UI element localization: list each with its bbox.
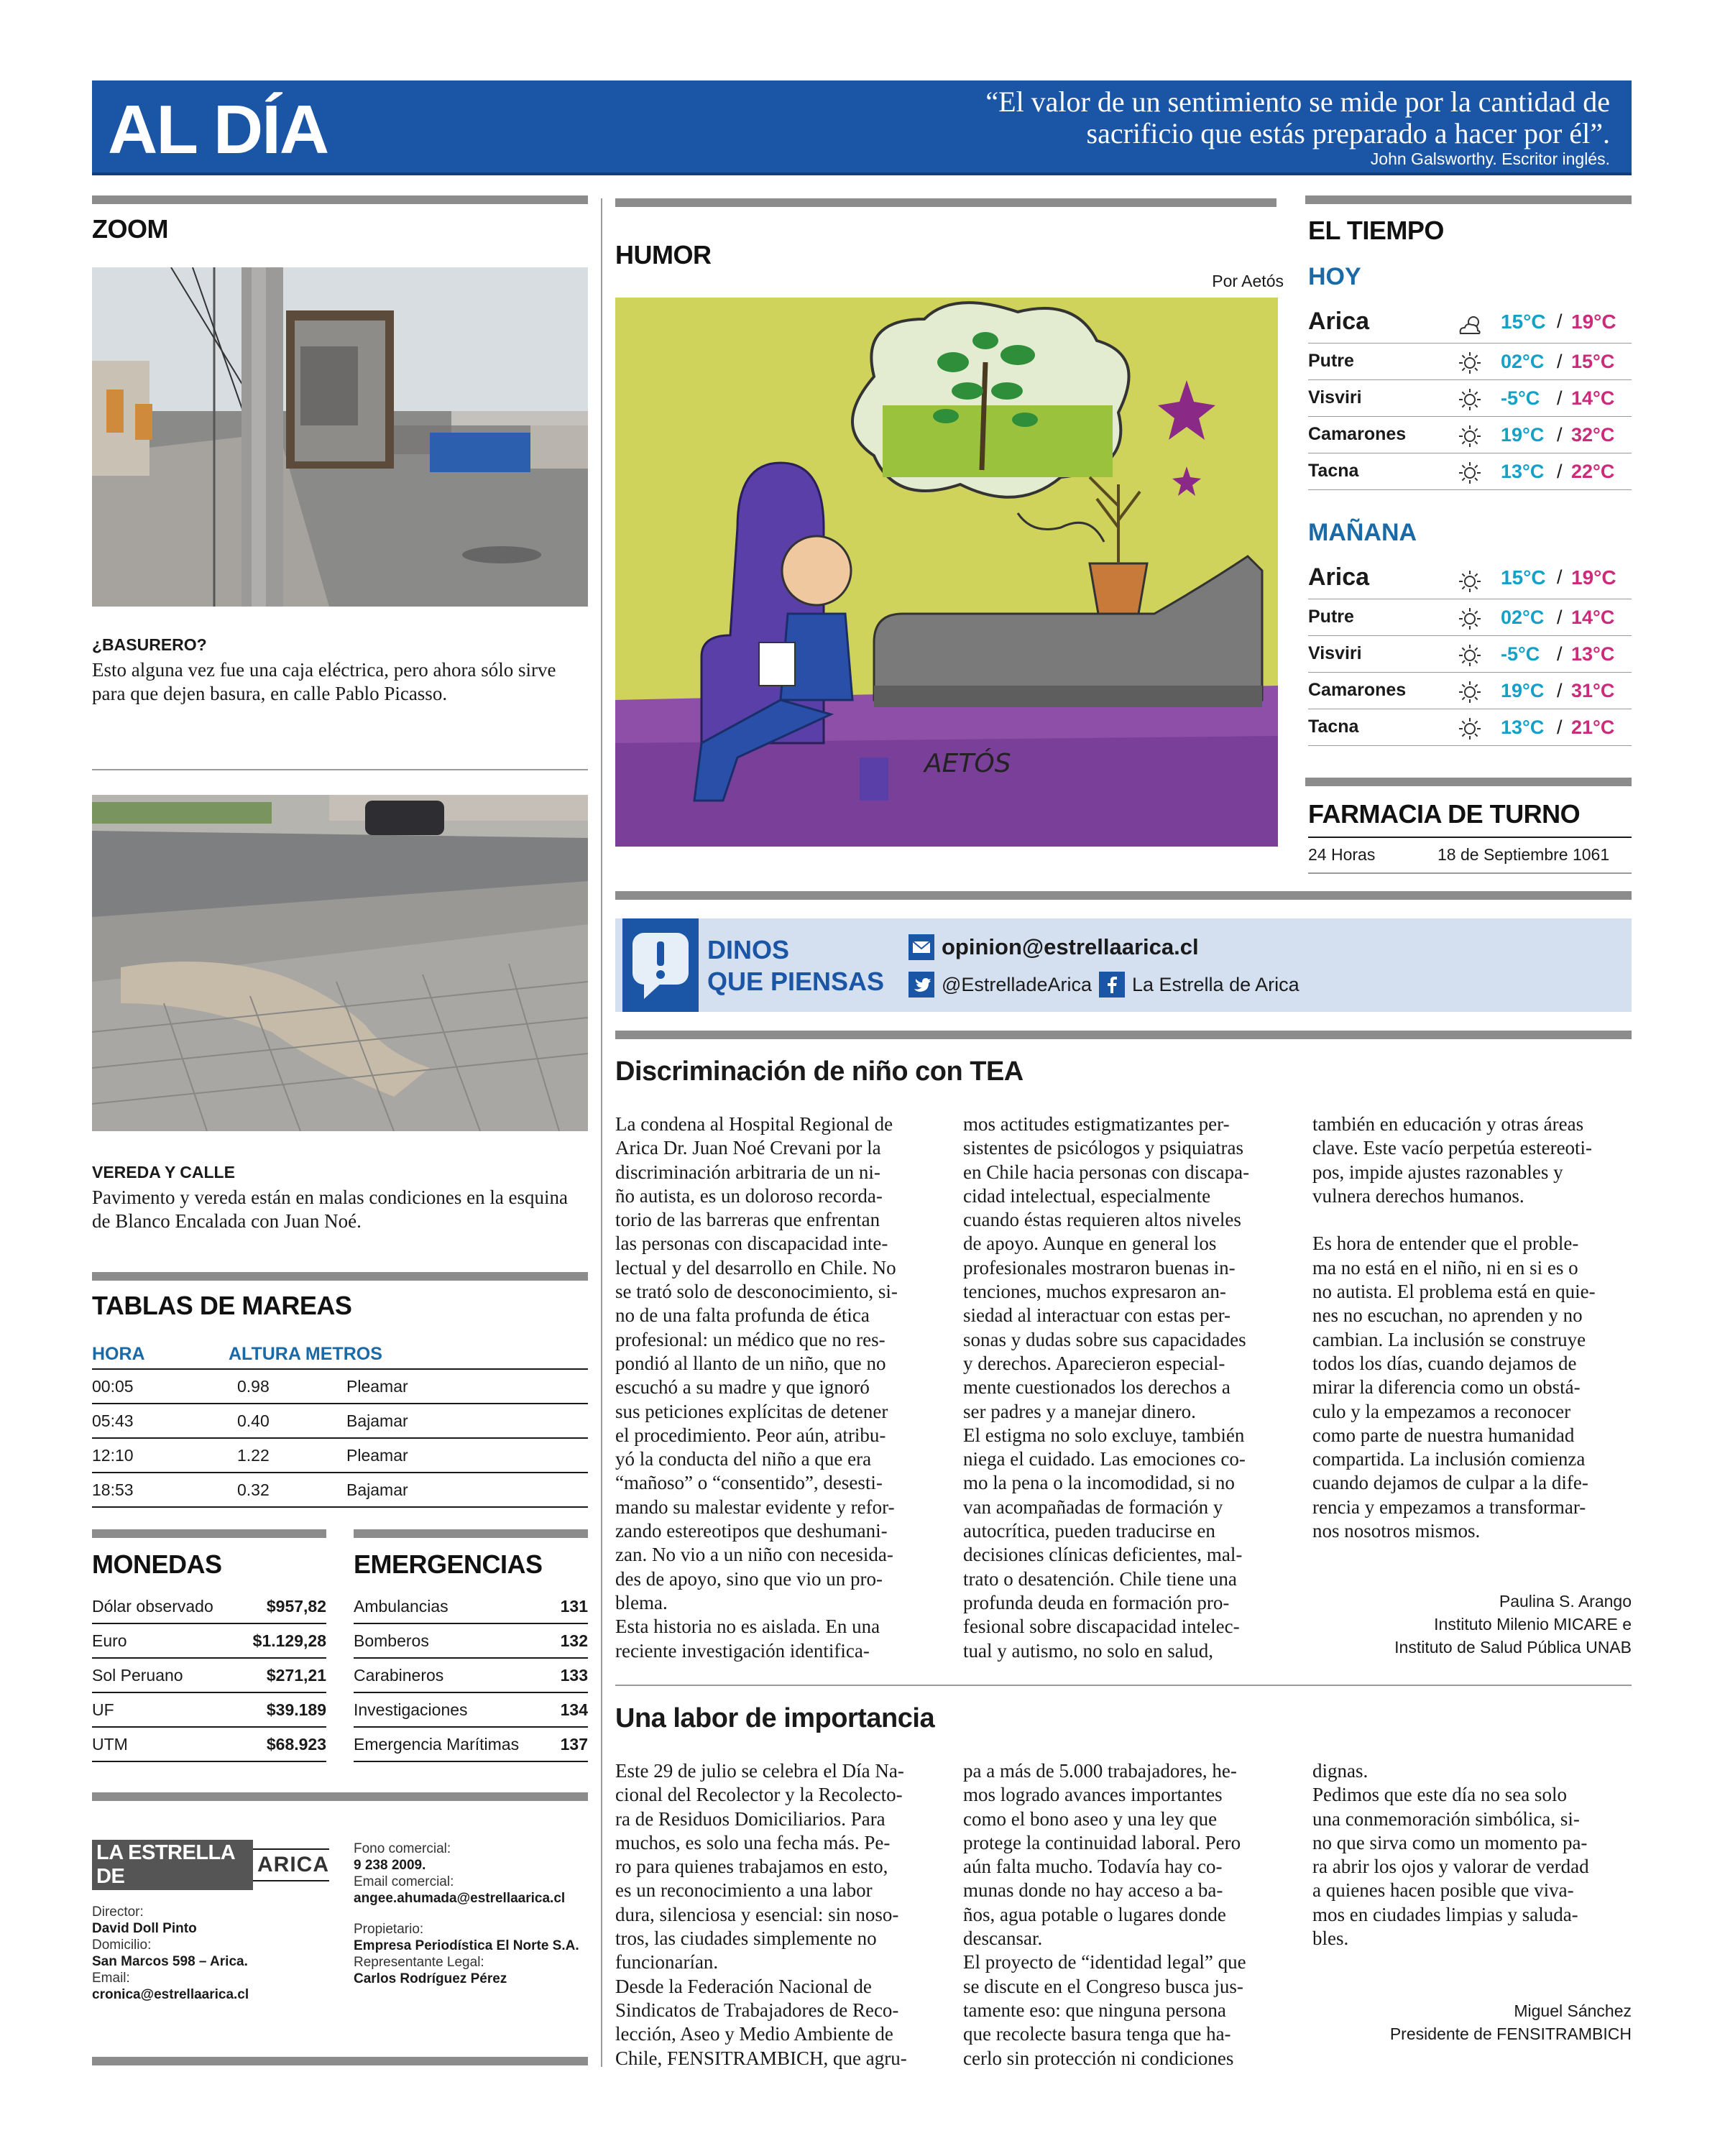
temp-min: 15°C <box>1501 566 1546 589</box>
director: David Doll Pinto <box>92 1921 197 1936</box>
envelope-icon <box>908 934 934 960</box>
currencies-table <box>92 1590 326 1769</box>
imprint-left <box>92 1904 329 2004</box>
emergency-name: Bomberos <box>354 1631 429 1650</box>
weather-city: Tacna <box>1308 717 1359 737</box>
contact-email-row[interactable] <box>908 934 1199 960</box>
weather-city: Tacna <box>1308 461 1359 481</box>
phone: 9 238 2009. <box>354 1858 426 1873</box>
temp-max: 32°C <box>1571 424 1615 446</box>
currency-name: Sol Peruano <box>92 1666 183 1685</box>
letter1-rule <box>615 1031 1632 1039</box>
legal-rep-label: Representante Legal: <box>354 1955 484 1970</box>
sun-icon <box>1456 386 1484 413</box>
emergency-name: Carabineros <box>354 1666 444 1685</box>
sun-icon <box>1456 568 1484 595</box>
weather-city: Arica <box>1308 563 1370 591</box>
sun-icon <box>1456 715 1484 742</box>
tide-type: Bajamar <box>346 1411 408 1430</box>
weather-tomorrow-label: MAÑANA <box>1308 519 1417 546</box>
pharmacy-hours: 24 Horas <box>1308 845 1376 864</box>
phone-label: Fono comercial: <box>354 1841 451 1856</box>
temp-separator: / <box>1557 424 1563 446</box>
photo2-caption-head: VEREDA Y CALLE <box>92 1163 235 1181</box>
letter2-affil-1: Presidente de FENSITRAMBICH <box>1389 2024 1632 2043</box>
temp-min: 13°C <box>1501 717 1545 738</box>
weather-row <box>1308 302 1632 344</box>
zoom-title: ZOOM <box>92 214 168 244</box>
weather-row <box>1308 417 1632 453</box>
contact-badge <box>622 918 699 1012</box>
currency-value: $68.923 <box>266 1735 326 1754</box>
letter2-col2: pa a más de 5.000 trabajadores, he- mos logrado avances importantes como el bono aseo y una ley que protege la continuidad laboral. Pero aún falta mucho. Todavía hay co- munas donde no hay acceso a ba- ños, agua potable o lugares donde descansar. El proyecto de “identidad legal” que se discute en el Congreso busca jus- tamente eso: que ninguna persona que recolecte basura tenga que ha- cerlo sin protección ni condiciones <box>963 1760 1246 2069</box>
tide-hour: 18:53 <box>92 1480 134 1499</box>
letter1-affil-2: Instituto de Salud Pública UNAB <box>1394 1638 1632 1657</box>
logo-text-b: ARICA <box>257 1853 329 1876</box>
temp-max: 21°C <box>1571 717 1615 738</box>
tide-hour: 00:05 <box>92 1377 134 1396</box>
emergency-row <box>354 1693 588 1728</box>
letter2-signature <box>1272 1999 1632 2045</box>
letter1-col1: La condena al Hospital Regional de Arica Dr. Juan Noé Crevani por la discriminación arbitraria de un ni- ño autista, es un doloroso recorda- torio de las barreras que enfrentan las personas con discapacidad inte- lectual y del desarrollo en Chile. No se trató solo de desconocimiento, si- no de una falta profunda de ética profesional: un médico que no res- pondió al llanto de un niño, que no escuchó a su madre y que ignoró sus peticiones explícitas de detener el procedimiento. Peor aún, atribu- yó la conducta del niño a que era “mañoso” o “consentido”, desesti- mando su malestar evidente y refor- zando estereotipos que deshumani- zan. No vio a un niño con necesida- des de apoyo, sino que vio un pro- blema. Esta historia no es aislada. En una reciente investigación identifica- <box>615 1113 898 1662</box>
weather-row <box>1308 380 1632 417</box>
quote-line-1: “El valor de un sentimiento se mide por la cantidad de <box>985 86 1610 118</box>
weather-tomorrow-list <box>1308 558 1634 795</box>
contact-band <box>615 918 1632 1012</box>
emergency-row <box>354 1728 588 1762</box>
letter1-affil-1: Instituto Milenio MICARE e <box>1434 1615 1632 1634</box>
contact-email: opinion@estrellaarica.cl <box>942 934 1199 959</box>
emergency-row <box>354 1590 588 1624</box>
header-quote <box>676 86 1610 149</box>
weather-city: Visviri <box>1308 387 1362 407</box>
pharmacy-rule <box>1305 778 1632 786</box>
contact-headline-line2: QUE PIENSAS <box>707 967 885 996</box>
letter1-col3: también en educación y otras áreas clave. Este vacío perpetúa estereoti- pos, impide ajustes razonables y vulnera derechos humanos. Es hora de entender que el proble- ma no está en el niño, ni en si es o no autista. El problema está en quie- nes no escuchan, no aprenden y no cambian. La inclusión se construye todos los días, cuando dejamos de mirar la diferencia como un obstá- culo y la empezamos a reconocer como parte de nuestra humanidad compartida. La inclusión comienza cuando dejamos de culpar a la dife- rencia y empezamos a transformar- nos nosotros mismos. <box>1312 1113 1596 1542</box>
temp-separator: / <box>1557 717 1563 738</box>
temp-max: 22°C <box>1571 461 1615 482</box>
temp-max: 14°C <box>1571 387 1615 409</box>
weather-row <box>1308 709 1632 746</box>
newspaper-logo <box>92 1841 329 1888</box>
emergency-row <box>354 1624 588 1659</box>
currency-name: Euro <box>92 1631 127 1650</box>
commercial-email-label: Email comercial: <box>354 1874 454 1889</box>
owner-label: Propietario: <box>354 1922 424 1937</box>
weather-today-list <box>1308 302 1634 539</box>
tides-header-row <box>92 1337 588 1370</box>
emergency-name: Investigaciones <box>354 1700 468 1719</box>
weather-rule <box>1305 195 1632 204</box>
tides-rule <box>92 1272 588 1281</box>
address-label: Domicilio: <box>92 1938 152 1953</box>
twitter-icon <box>908 972 934 998</box>
tide-row <box>92 1439 588 1473</box>
sun-icon <box>1456 642 1484 669</box>
weather-city: Arica <box>1308 308 1370 335</box>
temp-separator: / <box>1557 387 1563 409</box>
quote-author: John Galsworthy. Escritor inglés. <box>1370 149 1610 168</box>
emergency-name: Ambulancias <box>354 1597 448 1616</box>
column-divider <box>601 198 602 2067</box>
emergency-number: 134 <box>560 1700 588 1719</box>
facebook-icon <box>1099 972 1125 998</box>
letter2-col3: dignas. Pedimos que este día no sea solo una conmemoración simbólica, si- no que sirva como un momento pa- ra abrir los ojos y valorar de verdad a quienes hacen posible que viva- mos en ciudades limpias y saluda- bles. <box>1312 1760 1589 1950</box>
humor-credit: Por Aetós <box>1212 272 1284 290</box>
currencies-rule <box>92 1529 326 1538</box>
weather-today-label: HOY <box>1308 263 1361 290</box>
letter1-signature <box>1272 1590 1632 1659</box>
tide-type: Bajamar <box>346 1480 408 1499</box>
temp-max: 14°C <box>1571 607 1615 628</box>
contact-headline <box>707 934 884 998</box>
tide-type: Pleamar <box>346 1446 408 1465</box>
emergency-row <box>354 1659 588 1693</box>
currency-value: $1.129,28 <box>252 1631 326 1650</box>
imprint-bottom-rule <box>92 2057 588 2065</box>
photo1-caption-head: ¿BASURERO? <box>92 635 207 654</box>
humor-cartoon <box>615 298 1278 847</box>
tide-hour: 12:10 <box>92 1446 134 1465</box>
commercial-email[interactable]: angee.ahumada@estrellaarica.cl <box>354 1891 566 1906</box>
emergency-number: 132 <box>560 1631 588 1650</box>
emergency-name: Emergencia Marítimas <box>354 1735 520 1754</box>
tide-height: 1.22 <box>237 1446 270 1465</box>
tide-row <box>92 1404 588 1439</box>
letter2-col1: Este 29 de julio se celebra el Día Na- cional del Recolector y la Recolecto- ra de Residuos Domiciliarios. Para muchos, es solo una fecha más. Pe- ro para quienes trabajamos en esto, es un reconocimiento a una labor dura, silenciosa y esencial: sin noso- tros, las ciudades simplemente no funcionarían. Desde la Federación Nacional de Sindicatos de Trabajadores de Reco- lección, Aseo y Medio Ambiente de Chile, FENSITRAMBICH, que agru- <box>615 1760 907 2069</box>
temp-max: 15°C <box>1571 351 1615 372</box>
currency-name: UF <box>92 1700 114 1719</box>
tide-height: 0.32 <box>237 1480 270 1499</box>
photo2-caption: Pavimento y vereda están en malas condiciones en la esquina de Blanco Encalada con Juan Noé. <box>92 1187 569 1232</box>
weather-city: Putre <box>1308 351 1354 371</box>
tide-row <box>92 1370 588 1404</box>
temp-separator: / <box>1557 351 1563 372</box>
currency-row <box>92 1659 326 1693</box>
sun-icon <box>1456 678 1484 706</box>
photo-electrical-box <box>92 267 588 607</box>
legal-rep: Carlos Rodríguez Pérez <box>354 1971 507 1986</box>
letter1-title: Discriminación de niño con TEA <box>615 1056 1024 1087</box>
facebook-page[interactable]: La Estrella de Arica <box>1132 973 1300 995</box>
pharmacy-hr <box>1308 837 1632 838</box>
sun-icon <box>1456 423 1484 450</box>
emergencies-rule <box>354 1529 588 1538</box>
quote-line-2: sacrificio que estás preparado a hacer por él”. <box>1086 117 1610 149</box>
weather-row <box>1308 599 1632 636</box>
emergencies-table <box>354 1590 588 1769</box>
humor-rule <box>615 198 1276 207</box>
temp-min: -5°C <box>1501 387 1540 409</box>
temp-separator: / <box>1557 680 1563 701</box>
tide-row <box>92 1473 588 1508</box>
letter1-col2: mos actitudes estigmatizantes per- sistentes de psicólogos y psiquiatras en Chile hacia personas con discapa- cidad intelectual, especialmente cuando éstas requieren altos niveles de apoyo. Aunque en general los profesionales mostraron buenas in- tenciones, muchos expresaron an- siedad al interactuar con estas per- sonas y dudas sobre sus capacidades y derechos. Aparecieron especial- mente cuestionados los derechos a ser padres y a manejar dinero. El estigma no solo excluye, también niega el cuidado. Las emociones co- mo la pena o la incomodidad, si no van acompañadas de formación y autocrítica, pueden traducirse en decisiones clínicas deficientes, mal- trato o desatención. Chile tiene una profunda deuda en formación pro- fesional sobre discapacidad intelec- tual y autismo, no solo en salud, <box>963 1113 1250 1662</box>
temp-max: 19°C <box>1571 310 1616 333</box>
currency-name: UTM <box>92 1735 128 1754</box>
photo-electrical-box-image <box>92 267 588 607</box>
tide-height: 0.98 <box>237 1377 270 1396</box>
sun-icon <box>1456 459 1484 487</box>
photo1-caption: Esto alguna vez fue una caja eléctrica, pero ahora sólo sirve para que dejen basura, en calle Pablo Picasso. <box>92 659 556 704</box>
owner: Empresa Periodística El Norte S.A. <box>354 1938 579 1953</box>
temp-separator: / <box>1557 643 1563 665</box>
cartoon-image <box>615 298 1278 847</box>
temp-max: 31°C <box>1571 680 1615 701</box>
tides-table <box>92 1337 588 1516</box>
imprint-rule <box>92 1792 588 1801</box>
currency-row <box>92 1728 326 1762</box>
section-header-band <box>92 80 1632 175</box>
weather-row <box>1308 453 1632 490</box>
sun-icon <box>1456 605 1484 632</box>
sun-icon <box>1456 349 1484 377</box>
speech-bubble-icon <box>622 918 699 1012</box>
currencies-title: MONEDAS <box>92 1549 222 1579</box>
currency-name: Dólar observado <box>92 1597 213 1616</box>
tides-col-height: ALTURA METROS <box>229 1344 382 1364</box>
tides-col-hour: HORA <box>92 1344 145 1364</box>
contact-headline-line1: DINOS <box>707 935 790 964</box>
temp-min: 19°C <box>1501 424 1545 446</box>
currency-row <box>92 1624 326 1659</box>
temp-min: -5°C <box>1501 643 1540 665</box>
weather-city: Camarones <box>1308 424 1407 444</box>
temp-separator: / <box>1557 310 1563 332</box>
contact-rule <box>615 891 1632 900</box>
temp-separator: / <box>1557 461 1563 482</box>
currency-row <box>92 1693 326 1728</box>
currency-row <box>92 1590 326 1624</box>
weather-city: Putre <box>1308 607 1354 627</box>
partly-cloudy-icon <box>1456 312 1484 339</box>
temp-min: 13°C <box>1501 461 1545 482</box>
emergencies-title: EMERGENCIAS <box>354 1549 543 1579</box>
email-label: Email: <box>92 1971 130 1986</box>
temp-min: 19°C <box>1501 680 1545 701</box>
letter2-title: Una labor de importancia <box>615 1703 935 1733</box>
letter1-author: Paulina S. Arango <box>1499 1592 1632 1611</box>
emergency-number: 137 <box>560 1735 588 1754</box>
temp-min: 02°C <box>1501 607 1545 628</box>
temp-separator: / <box>1557 566 1563 588</box>
emergency-number: 133 <box>560 1666 588 1685</box>
photo-sidewalk <box>92 795 588 1131</box>
letter2-author: Miguel Sánchez <box>1514 2001 1632 2020</box>
pharmacy-address: 18 de Septiembre 1061 <box>1438 845 1610 864</box>
weather-city: Visviri <box>1308 643 1362 663</box>
zoom-rule <box>92 195 588 204</box>
photo-sidewalk-image <box>92 795 588 1131</box>
temp-min: 02°C <box>1501 351 1545 372</box>
twitter-handle[interactable]: @EstrelladeArica <box>942 973 1092 995</box>
currency-value: $957,82 <box>266 1597 326 1616</box>
cartoon-signature: AETÓS <box>924 749 1011 778</box>
temp-max: 19°C <box>1571 566 1616 589</box>
weather-row <box>1308 636 1632 673</box>
imprint-right <box>354 1841 588 1988</box>
photo-divider <box>92 769 588 770</box>
pharmacy-title: FARMACIA DE TURNO <box>1308 799 1581 829</box>
temp-separator: / <box>1557 607 1563 628</box>
temp-max: 13°C <box>1571 643 1615 665</box>
weather-row <box>1308 558 1632 599</box>
humor-title: HUMOR <box>615 240 712 270</box>
director-label: Director: <box>92 1904 144 1920</box>
newsroom-email[interactable]: cronica@estrellaarica.cl <box>92 1987 249 2002</box>
pharmacy-bottom-hr <box>1308 872 1632 874</box>
section-title: AL DÍA <box>108 91 328 168</box>
address: San Marcos 598 – Arica. <box>92 1954 248 1969</box>
emergency-number: 131 <box>560 1597 588 1616</box>
tides-title: TABLAS DE MAREAS <box>92 1291 352 1320</box>
tide-type: Pleamar <box>346 1377 408 1396</box>
logo-text-a: LA ESTRELLA DE <box>92 1840 253 1890</box>
weather-city: Camarones <box>1308 680 1407 700</box>
weather-row <box>1308 673 1632 709</box>
weather-row <box>1308 344 1632 380</box>
currency-value: $271,21 <box>266 1666 326 1685</box>
currency-value: $39.189 <box>266 1700 326 1719</box>
contact-social-row <box>908 972 1300 998</box>
temp-min: 15°C <box>1501 310 1546 333</box>
weather-title: EL TIEMPO <box>1308 216 1444 245</box>
tide-hour: 05:43 <box>92 1411 134 1430</box>
letter-divider <box>615 1685 1632 1686</box>
tide-height: 0.40 <box>237 1411 270 1430</box>
